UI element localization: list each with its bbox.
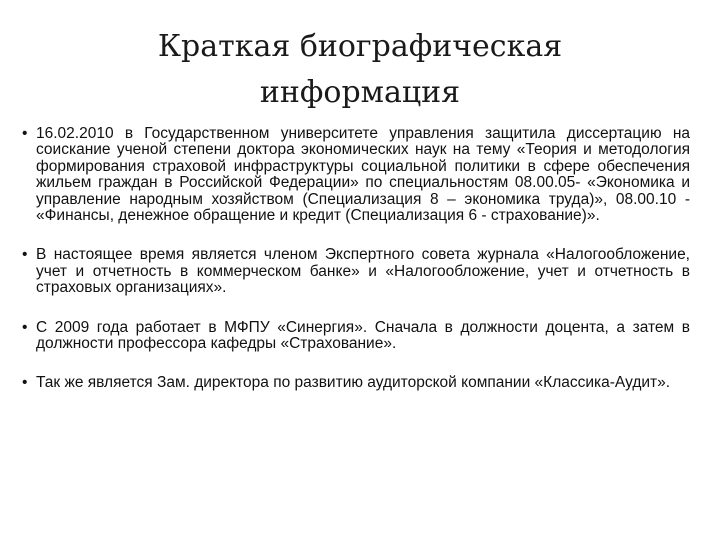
title-line-1: Краткая биографическая — [157, 29, 563, 64]
bullet-item-synergy — [22, 320, 690, 353]
bullet-icon: • — [22, 318, 28, 336]
bullet-text: Так же является Зам. директора по развитию аудиторской компании «Классика-Аудит». — [36, 374, 671, 392]
bullet-icon: • — [22, 374, 28, 392]
bullet-item-audit-company — [22, 375, 690, 391]
bullet-icon: • — [22, 246, 28, 264]
bullet-text: 16.02.2010 в Государственном университете управления защитила диссертацию на соискание ученой степени доктора экономических наук на тему «Теория и методология формирования страховой инфраструктуры социальной политики в сфере обеспечения жильем граждан в Российской Федерации» по специальностям 08.00.05- «Экономика и управление народным хозяйством (Специализация 8 – экономика труда)», 08.00.10 - «Финансы, денежное обращение и кредит (Специализация 6 - страхование)». — [36, 125, 690, 225]
bullet-icon: • — [22, 125, 28, 142]
bullet-text: В настоящее время является членом Экспертного совета журнала «Налогообложение, учет и отчетность в коммерческом банке» и «Налогообложение, учет и отчетность в страховых организациях». — [36, 246, 690, 297]
slide-title — [60, 24, 660, 116]
bullet-item-dissertation — [22, 126, 690, 224]
bullet-item-expert-council — [22, 247, 690, 296]
title-line-2: информация — [259, 75, 461, 110]
bullet-list — [22, 126, 690, 392]
bullet-text: С 2009 года работает в МФПУ «Синергия». Сначала в должности доцента, а затем в должности профессора кафедры «Страхование». — [36, 318, 690, 353]
